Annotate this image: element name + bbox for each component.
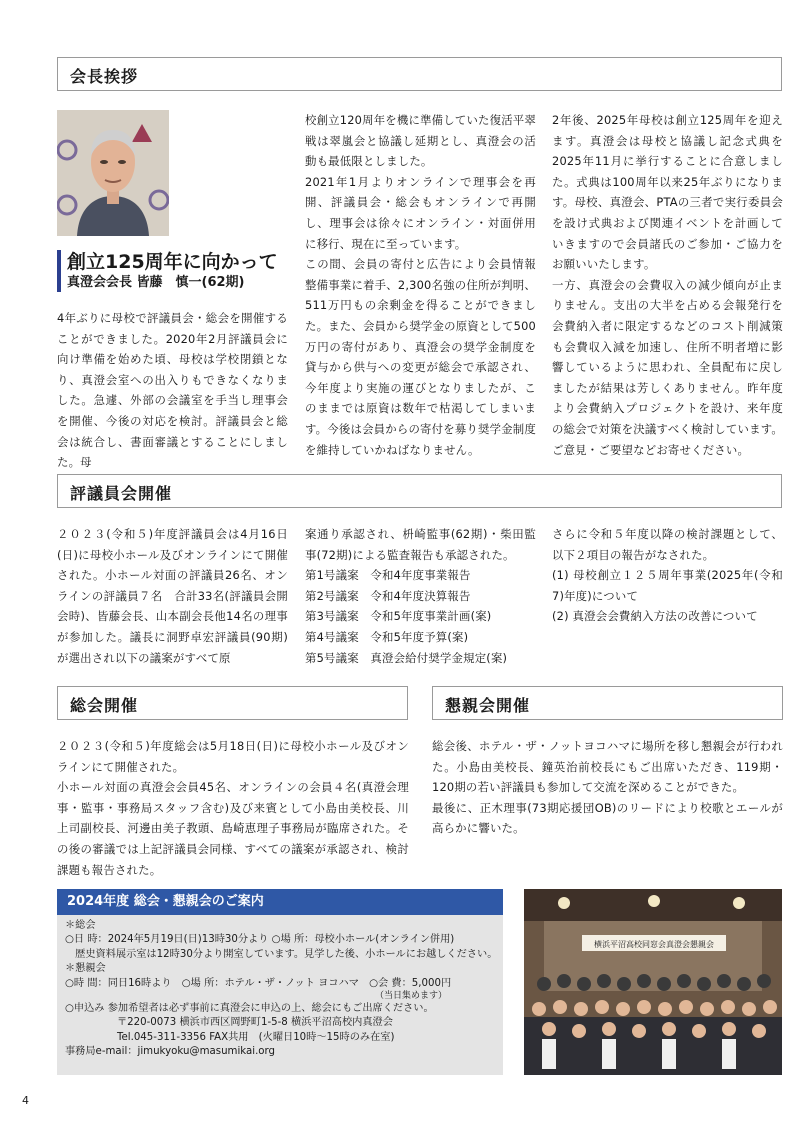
agenda-item: 第2号議案 令和4年度決算報告 (305, 588, 471, 603)
info-line: ＊懇親会 (65, 963, 106, 975)
section-header-general (57, 686, 408, 720)
chairman-portrait (57, 110, 169, 236)
info-title: 2024年度 総会・懇親会のご案内 (57, 889, 503, 915)
group-photo (524, 889, 782, 1075)
agenda-item: 第3号議案 令和5年度事業計画(案) (305, 609, 492, 624)
article-byline: 真澄会会長 皆藤 慎一(62期) (67, 275, 245, 290)
section-title: 懇親会開催 (445, 696, 531, 715)
info-line: ○時 間：同日16時より ○場 所：ホテル・ザ・ノット ヨコハマ ○会 費：5,000円 (65, 977, 452, 989)
email-link[interactable]: 事務局e-mail：jimukyoku@masumikai.org (65, 1046, 276, 1058)
section-title: 会長挨拶 (70, 67, 139, 86)
paragraph: ２０２３(令和５)年度評議員会は4月16日(日)に母校小ホール及びオンラインにて開催された。小ホール対面の評議員26名、オンラインの評議員７名 合計33名(評議員会開会時)、皆藤会長、山本副会長他14名の理事が参加した。議長に洞野卓宏評議員(90期)が選出され以下の議案がすべて原 (57, 527, 288, 665)
info-line: ＊総会 (65, 920, 96, 931)
paragraph: 2021年1月よりオンラインで理事会を再開、評議員会・総会もオンラインで再開し、理事会は徐々にオンライン・対面併用に移行、現在に至っています。 (305, 174, 536, 251)
article-heading (57, 250, 278, 292)
section-header-social (432, 686, 783, 720)
article-title: 創立125周年に向かって (67, 251, 278, 273)
info-line: ○申込み 参加希望者は必ず事前に真澄会に申込の上、総会にもご出席ください。 (65, 1003, 434, 1015)
council-column-3 (552, 524, 783, 627)
portrait-illustration (57, 110, 169, 236)
paragraph: さらに令和５年度以降の検討課題として、以下２項目の報告がなされた。 (552, 527, 783, 562)
agenda-item: 第1号議案 令和4年度事業報告 (305, 568, 471, 583)
paragraph: 総会後、ホテル・ザ・ノットヨコハマに場所を移し懇親会が行われた。小島由美校長、鐘英治前校長にもご出席いただき、119期・120期の若い評議員も参加して交流を深めることができた。 (432, 739, 783, 795)
info-line: 〒220-0073 横浜市西区岡野町1-5-8 横浜平沼高校内真澄会 (117, 1017, 393, 1029)
council-column-1 (57, 524, 288, 668)
banner-text: 横浜平沼高校同窓会真澄会懇親会 (594, 940, 714, 949)
general-column (57, 736, 409, 880)
info-body (57, 915, 503, 1064)
info-box (57, 889, 503, 1075)
info-line: Tel.045-311-3356 FAX共用 (火曜日10時〜15時のみ在室) (117, 1031, 395, 1043)
info-line: （当日集めます） (375, 991, 448, 1002)
agenda-item: 第5号議案 真澄会給付奨学金規定(案) (305, 650, 508, 665)
paragraph: 一方、真澄会の会費収入の減少傾向が止まりません。支出の大半を占める会報発行を会費納入者に限定するなどのコスト削減策も会費収入減を加速し、住所不明者増に影響しているように思われ、全員配布に戻しましたが結果は芳しくありません。昨年度より会費納入プロジェクトを設け、来年度の総会で対策を決議すべく検討しています。ご意見・ご要望などお寄せください。 (552, 277, 783, 457)
paragraph: (2) 真澄会会費納入方法の改善について (552, 609, 758, 624)
group-photo-illustration (524, 889, 782, 1075)
section-title: 評議員会開催 (70, 484, 173, 503)
paragraph: 校創立120周年を機に準備していた復活平翠戦は翠嵐会と協議し延期とし、真澄会の活動も最低限としました。 (305, 113, 536, 169)
greeting-column-2 (305, 110, 536, 460)
info-line: 歴史資料展示室は12時30分より開室しています。見学した後、小ホールにお越しください。 (65, 948, 498, 960)
paragraph: 4年ぶりに母校で評議員会・総会を開催することができました。2020年2月評議員会に向け準備を始めた頃、母校は学校閉鎖となり、真澄会室への出入りもできなくなりました。急遽、外部の会議室を手当し理事会を開催、今後の対応を検討。評議員会と総会は統合し、書面審議とすることにしました。母 (57, 311, 288, 470)
paragraph: (1) 母校創立１２５周年事業(2025年(令和7)年度)について (552, 568, 783, 603)
paragraph: 案通り承認され、枡崎監事(62期)・柴田監事(72期)による監査報告も承認された。 (305, 527, 536, 562)
social-column (432, 736, 783, 839)
agenda-item: 第4号議案 令和5年度予算(案) (305, 629, 469, 644)
info-line: ○日 時：2024年5月19日(日)13時30分より ○場 所：母校小ホール(オンライン併用) (65, 934, 455, 946)
council-column-2 (305, 524, 536, 668)
paragraph: ２０２３(令和５)年度総会は5月18日(日)に母校小ホール及びオンラインにて開催された。 (57, 739, 409, 774)
paragraph: この間、会員の寄付と広告により会員情報整備事業に着手、2,300名強の住所が判明、511万円もの余剰金を得ることができました。また、会員から奨学金の原資として500万円の寄付があり、真澄会の奨学金制度を貸与から供与への変更が総会で承認され、今年度より実施の運びとなりましたが、このままでは原資は数年で枯渇してしまいます。今後は会員からの寄付を募り奨学金制度を維持していかねばなりません。 (305, 257, 536, 457)
paragraph: 小ホール対面の真澄会会員45名、オンラインの会員４名(真澄会理事・監事・事務局スタッフ含む)及び来賓として小島由美校長、川上司副校長、河邊由美子教頭、島崎恵理子事務局が臨席された。その後の審議では上記評議員会同様、すべての議案が承認され、検討課題も報告された。 (57, 780, 409, 877)
section-title: 総会開催 (70, 696, 139, 715)
section-header-greeting (57, 57, 782, 91)
section-header-council (57, 474, 782, 508)
paragraph: 2年後、2025年母校は創立125周年を迎えます。真澄会は母校と協議し記念式典を2025年11月に挙行することに合意しました。式典は100周年以来25年ぶりになります。母校、真澄会、PTAの三者で実行委員会を設け式典および関連イベントを計画していきますので会員諸氏のご参加・ご協力をお願いいたします。 (552, 113, 783, 272)
greeting-column-1 (57, 308, 288, 473)
paragraph: 最後に、正木理事(73期応援団OB)のリードにより校歌とエールが高らかに響いた。 (432, 800, 783, 836)
greeting-column-3 (552, 110, 783, 460)
page-number: 4 (22, 1094, 29, 1107)
